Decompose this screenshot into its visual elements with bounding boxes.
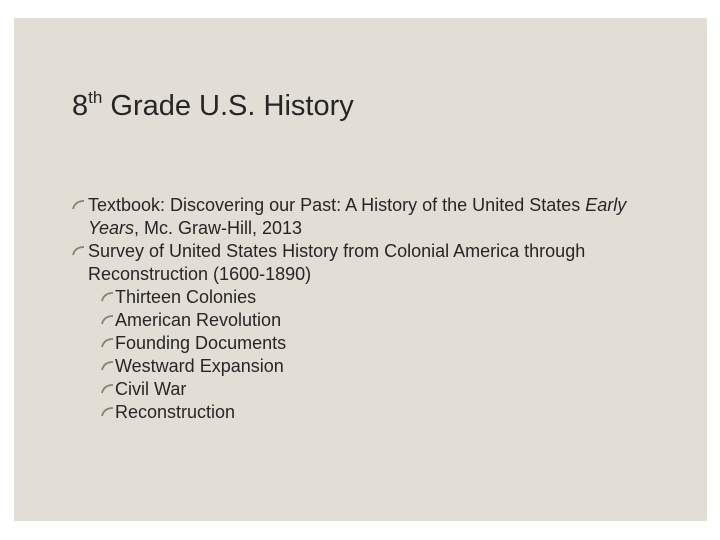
subbullet-item — [72, 309, 672, 332]
title-superscript: th — [88, 88, 103, 107]
bullet-survey — [72, 240, 672, 286]
arc-bullet-icon — [101, 360, 114, 372]
arc-bullet-icon — [101, 291, 114, 303]
bullet-text: Textbook: Discovering our Past: A History of the United States — [88, 195, 586, 215]
subbullet-item — [72, 286, 672, 309]
arc-bullet-icon — [101, 383, 114, 395]
subbullet-item — [72, 355, 672, 378]
arc-bullet-icon — [101, 337, 114, 349]
subbullet-text: Reconstruction — [115, 402, 236, 422]
title-number: 8 — [72, 90, 89, 122]
bullet-textbook — [72, 194, 672, 240]
arc-bullet-icon — [72, 245, 85, 257]
subbullet-item — [72, 332, 672, 355]
title-text: Grade U.S. History — [102, 90, 354, 122]
subbullet-text: Westward Expansion — [115, 356, 284, 376]
subbullet-text: American Revolution — [115, 310, 282, 330]
subbullet-item — [72, 378, 672, 401]
arc-bullet-icon — [72, 199, 85, 211]
subbullet-text: Founding Documents — [115, 333, 287, 353]
slide-body — [72, 194, 672, 424]
slide — [14, 18, 707, 521]
bullet-text: Survey of United States History from Colonial America through Reconstruction (1600-1890) — [88, 241, 586, 284]
subbullet-text: Thirteen Colonies — [115, 287, 257, 307]
subbullet-text: Civil War — [115, 379, 187, 399]
arc-bullet-icon — [101, 406, 114, 418]
bullet-italic-text: Early Years — [88, 195, 627, 238]
bullet-text-suffix: , Mc. Graw-Hill, 2013 — [134, 218, 303, 238]
slide-title — [72, 88, 354, 124]
subbullet-item — [72, 401, 672, 424]
arc-bullet-icon — [101, 314, 114, 326]
